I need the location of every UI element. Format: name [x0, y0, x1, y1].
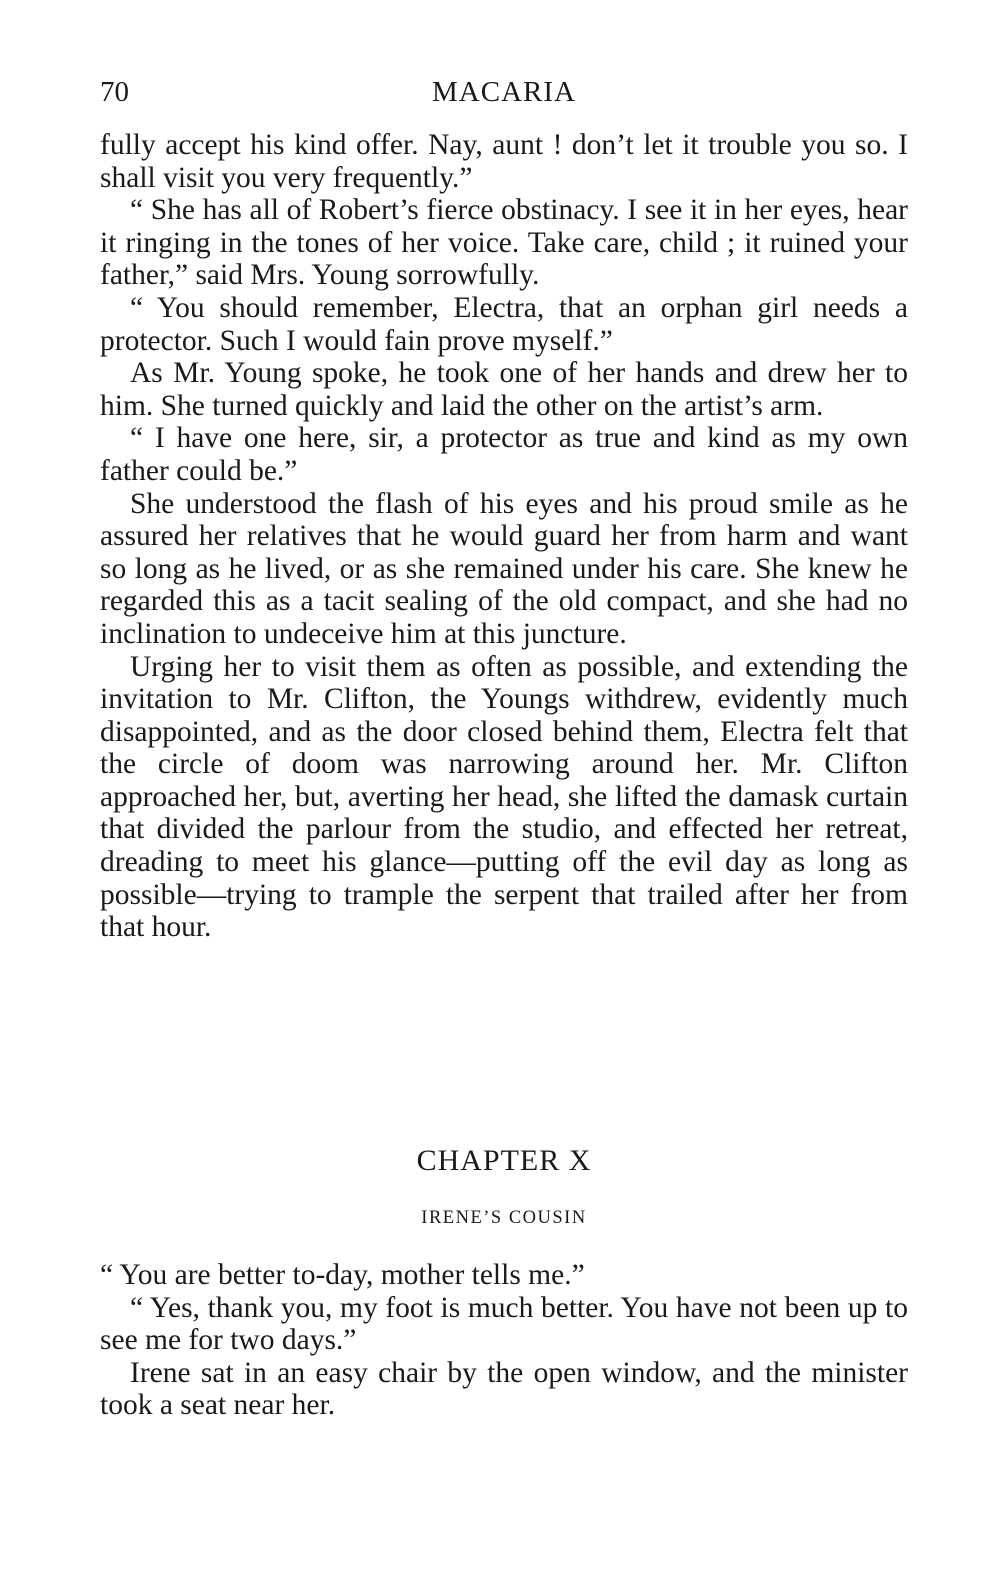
chapter-text — [100, 1259, 908, 1422]
running-title: MACARIA — [432, 76, 576, 108]
paragraph: “ I have one here, sir, a protector as true and kind as my own father could be.” — [100, 422, 908, 487]
chapter-heading: CHAPTER X — [416, 1144, 592, 1177]
page-number: 70 — [100, 76, 129, 108]
chapter-subtitle: IRENE’S COUSIN — [421, 1208, 587, 1228]
paragraph: “ You should remember, Electra, that an orphan girl needs a protector. Such I would fain prove myself.” — [100, 291, 908, 357]
paragraph: “ You are better to-day, mother tells me.” — [100, 1259, 585, 1291]
paragraph: “ Yes, thank you, my foot is much better. You have not been up to see me for two days.” — [100, 1291, 908, 1357]
paragraph: fully accept his kind offer. Nay, aunt ! don’t let it trouble you so. I shall visit you very frequently.” — [100, 129, 908, 194]
body-text — [100, 129, 908, 944]
paragraph: Irene sat in an easy chair by the open window, and the minister took a seat near her. — [100, 1356, 908, 1422]
page-header — [100, 76, 908, 116]
paragraph: As Mr. Young spoke, he took one of her hands and drew her to him. She turned quickly and laid the other on the artist’s arm. — [100, 357, 908, 422]
paragraph: She understood the flash of his eyes and his proud smile as he assured her relatives that he would guard her from harm and want so long as he lived, or as she remained under his care. She knew he regarded this as a tacit sealing of the old compact, and she had no inclination to undeceive him at this juncture. — [100, 487, 908, 650]
paragraph: Urging her to visit them as often as possible, and extending the invitation to Mr. Clifton, the Youngs withdrew, evidently much disappointed, and as the door closed behind them, Electra felt that the circle of doom was narrowing around her. Mr. Clifton approached her, but, averting her head, she lifted the damask curtain that divided the parlour from the studio, and effected her retreat, dreading to meet his glance—putting off the evil day as long as possible—trying to trample the serpent that trailed after her from that hour. — [100, 650, 908, 944]
paragraph: “ She has all of Robert’s fierce obstinacy. I see it in her eyes, hear it ringing in the tones of her voice. Take care, child ; it ruined your father,” said Mrs. Young sorrowfully. — [100, 194, 908, 292]
